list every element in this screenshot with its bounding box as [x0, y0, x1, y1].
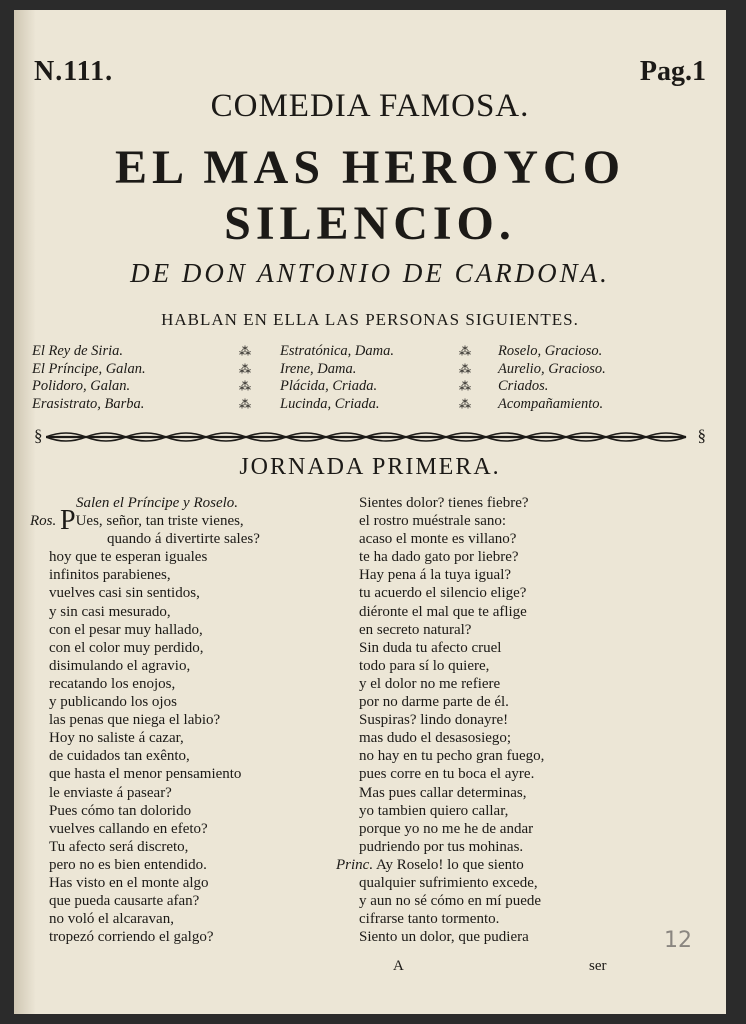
cast-item: Roselo, Gracioso.	[498, 343, 603, 359]
stage-direction: Salen el Príncipe y Roselo.	[76, 495, 239, 511]
cast-item: Plácida, Criada.	[280, 378, 378, 394]
ornament-stars-1: ⁂ ⁂ ⁂ ⁂	[239, 344, 251, 411]
verse-line: Sientes dolor? tienes fiebre?	[359, 495, 529, 511]
verse-line: que hasta el menor pensamiento	[49, 766, 242, 783]
verse-line: porque yo no me he de andar	[359, 820, 534, 837]
section-mark-right: §	[697, 426, 706, 445]
verse-line: yo tambien quiero callar,	[359, 802, 509, 819]
verse-line: Princ. Ay Roselo! lo que siento	[336, 856, 524, 873]
verse-line: Has visto en el monte algo	[49, 874, 209, 891]
verse-line: no hay en tu pecho gran fuego,	[359, 748, 545, 765]
cast-item: Lucinda, Criada.	[280, 395, 380, 412]
verse-line: acaso el monte es villano?	[359, 531, 517, 548]
verse-line: y sin casi mesurado,	[49, 603, 171, 620]
section-mark-left: §	[34, 426, 43, 445]
verse-line: con el color muy perdido,	[49, 639, 204, 656]
cast-item: Estratónica, Dama.	[280, 343, 394, 359]
title-line-main: EL MAS HEROYCO	[114, 141, 626, 194]
rope-ornament	[46, 427, 696, 447]
verse-line: Pues cómo tan dolorido	[49, 802, 192, 819]
cast-column-1	[32, 343, 146, 413]
book-page	[14, 10, 726, 1014]
title-line-silencio: SILENCIO.	[224, 197, 516, 250]
verse-line: Suspiras? lindo donayre!	[359, 712, 509, 729]
verse-line: y publicando los ojos	[49, 694, 177, 711]
verse-lines-prince	[359, 874, 544, 946]
cast-item: Aurelio, Gracioso.	[498, 360, 606, 377]
verse-line: quando á divertirte sales?	[107, 531, 260, 548]
cast-column-3	[498, 343, 606, 413]
pencil-annotation: 12	[664, 928, 692, 953]
signature-mark: A	[393, 958, 404, 974]
verse-line: Siento un dolor, que pudiera	[359, 929, 529, 946]
page-header	[34, 56, 706, 92]
verse-line: mas dudo el desasosiego;	[359, 730, 512, 747]
verse-line: y aun no sé cómo en mí puede	[359, 893, 542, 910]
verse-line: y el dolor no me refiere	[359, 675, 501, 692]
verse-line: Ros. PUes, señor, tan triste vienes,	[30, 505, 244, 537]
verse-lines-left	[30, 548, 260, 946]
verse-line: diéronte el mal que te aflige	[359, 603, 527, 620]
title-line-comedia: COMEDIA FAMOSA.	[210, 88, 530, 124]
verse-line: Hoy no saliste á cazar,	[49, 730, 184, 747]
verse-line: Tu afecto será discreto,	[49, 838, 189, 855]
verse-line: cifrarse tanto tormento.	[359, 911, 500, 928]
ornamental-divider	[34, 427, 706, 447]
cast-item: El Príncipe, Galan.	[32, 360, 146, 377]
drop-cap: P	[60, 505, 76, 537]
verse-line: con el pesar muy hallado,	[49, 621, 203, 638]
verse-line: le enviaste á pasear?	[49, 784, 172, 801]
verse-line: Hay pena á la tuya igual?	[359, 567, 512, 584]
cast-column-2	[280, 343, 394, 413]
verse-line: todo para sí lo quiere,	[359, 657, 490, 674]
verse-line: tu acuerdo el silencio elige?	[359, 585, 527, 602]
cast-heading: HABLAN EN ELLA LAS PERSONAS SIGUIENTES.	[161, 310, 579, 329]
page-number: Pag.1	[639, 56, 706, 87]
verse-line: tropezó corriendo el galgo?	[49, 929, 214, 946]
text-column-right	[336, 494, 545, 946]
verse-line: las penas que niega el labio?	[49, 712, 221, 729]
ornament-stars-2: ⁂ ⁂ ⁂ ⁂	[459, 344, 471, 411]
cast-list	[14, 343, 726, 423]
verse-line: infinitos parabienes,	[49, 567, 171, 584]
verse-line: por no darme parte de él.	[359, 694, 509, 711]
verse-line: pues corre en tu boca el ayre.	[359, 766, 535, 783]
cast-item: El Rey de Siria.	[32, 343, 124, 359]
speaker-label: Princ.	[336, 856, 374, 873]
cast-item: Irene, Dama.	[280, 360, 357, 377]
verse-line: no voló el alcaravan,	[49, 911, 174, 928]
verse-line: te ha dado gato por liebre?	[359, 549, 519, 566]
cast-item: Erasistrato, Barba.	[32, 395, 145, 412]
verse-line: vuelves casi sin sentidos,	[49, 585, 200, 602]
text-column-left	[30, 494, 260, 946]
catchword: ser	[589, 958, 607, 974]
verse-line: vuelves callando en efeto?	[49, 820, 208, 837]
verse-line: hoy que te esperan iguales	[49, 549, 208, 566]
verse-line: pudriendo por tus mohinas.	[359, 838, 524, 855]
verse-line: Mas pues callar determinas,	[359, 784, 527, 801]
cast-item: Polidoro, Galan.	[32, 378, 131, 394]
speaker-label: Ros.	[30, 513, 57, 530]
verse-line: que pueda causarte afan?	[49, 893, 200, 910]
cast-item: Criados.	[498, 378, 549, 394]
verse-line: Sin duda tu afecto cruel	[359, 639, 502, 656]
verse-line: recatando los enojos,	[49, 675, 176, 692]
verse-lines-right	[359, 494, 544, 856]
comedy-number: N.111.	[34, 56, 114, 87]
verse-line: qualquier sufrimiento excede,	[359, 874, 538, 891]
verse-line: disimulando el agravio,	[49, 657, 191, 674]
verse-line: el rostro muéstrale sano:	[359, 513, 507, 530]
verse-line: de cuidados tan exênto,	[49, 748, 190, 765]
act-heading: JORNADA PRIMERA.	[239, 454, 501, 480]
verse-line: en secreto natural?	[359, 621, 472, 638]
verse-line: pero no es bien entendido.	[49, 856, 207, 873]
cast-item: Acompañamiento.	[498, 395, 604, 412]
author-line: DE DON ANTONIO DE CARDONA.	[130, 258, 610, 288]
